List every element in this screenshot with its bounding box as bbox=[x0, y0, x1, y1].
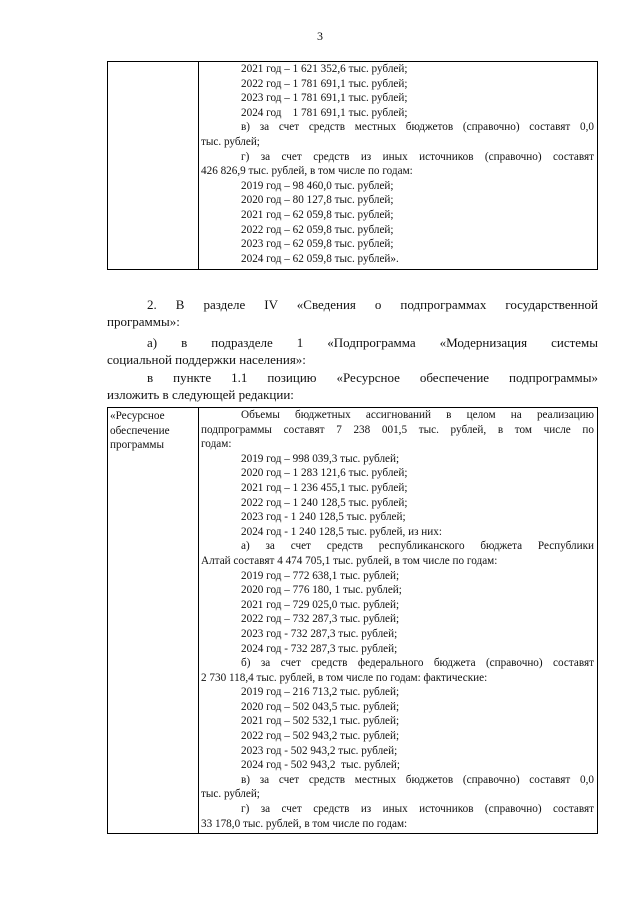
table-main-line: 2019 год – 772 638,1 тыс. рублей; bbox=[241, 569, 400, 582]
paragraph-a-line-2: социальной поддержки населения»: bbox=[107, 352, 306, 367]
table-top-line: 2022 год – 1 781 691,1 тыс. рублей; bbox=[241, 77, 408, 90]
page-number: 3 bbox=[317, 29, 323, 43]
table-top-line: г) за счет средств из иных источников (справочно) составят bbox=[241, 150, 594, 163]
table-main-label-cell bbox=[108, 408, 199, 834]
table-main-line: 2022 год – 732 287,3 тыс. рублей; bbox=[241, 613, 400, 626]
table-top-line: 2020 год – 80 127,8 тыс. рублей; bbox=[241, 194, 394, 207]
resource-table-top bbox=[107, 61, 598, 270]
paragraph-item bbox=[107, 369, 598, 403]
table-main-line: тыс. рублей; bbox=[201, 788, 260, 801]
table-main-line: 2019 год – 998 039,3 тыс. рублей; bbox=[241, 452, 400, 465]
table-main-line: 2023 год - 1 240 128,5 тыс. рублей; bbox=[241, 511, 406, 524]
table-main-line: 2023 год - 502 943,2 тыс. рублей; bbox=[241, 744, 398, 757]
table-main-line: 2022 год – 502 943,2 тыс. рублей; bbox=[241, 730, 400, 743]
table-main-line: 2023 год - 732 287,3 тыс. рублей; bbox=[241, 627, 398, 640]
table-top-content-cell bbox=[199, 62, 598, 270]
table-top-empty-cell bbox=[108, 62, 199, 270]
table-main-line: 2021 год – 1 236 455,1 тыс. рублей; bbox=[241, 481, 408, 494]
paragraph-item-line-1: в пункте 1.1 позицию «Ресурсное обеспечение подпрограммы» bbox=[147, 370, 598, 385]
table-main-content-cell bbox=[199, 408, 598, 834]
table-top-line: 2023 год – 62 059,8 тыс. рублей; bbox=[241, 238, 394, 251]
resource-table-main bbox=[107, 407, 598, 834]
table-main-line: Алтай составят 4 474 705,1 тыс. рублей, в том числе по годам: bbox=[201, 554, 498, 567]
table-top-line: 2021 год – 1 621 352,6 тыс. рублей; bbox=[241, 63, 408, 75]
table-main-line: 2021 год – 502 532,1 тыс. рублей; bbox=[241, 715, 400, 728]
paragraph-2 bbox=[107, 296, 598, 330]
table-main-line: 2021 год – 729 025,0 тыс. рублей; bbox=[241, 598, 400, 611]
paragraph-a-line-1: а) в подразделе 1 «Подпрограмма «Модернизация системы bbox=[147, 335, 598, 350]
table-top-line: 2019 год – 98 460,0 тыс. рублей; bbox=[241, 179, 394, 192]
table-top-line: 2021 год – 62 059,8 тыс. рублей; bbox=[241, 208, 394, 221]
table-main-line: в) за счет средств местных бюджетов (справочно) составят 0,0 bbox=[241, 773, 594, 786]
table-main-line: г) за счет средств из иных источников (справочно) составят bbox=[241, 803, 594, 816]
table-main-line: а) за счет средств республиканского бюджета Республики bbox=[241, 540, 594, 553]
table-main-line: 2020 год – 502 043,5 тыс. рублей; bbox=[241, 700, 400, 713]
table-main-line: 33 178,0 тыс. рублей, в том числе по годам: bbox=[201, 817, 408, 830]
table-main-line: 2024 год - 1 240 128,5 тыс. рублей, из них: bbox=[241, 525, 442, 538]
table-main-line: 2024 год - 502 943,2 тыс. рублей; bbox=[241, 759, 401, 772]
table-main-line: годам: bbox=[201, 438, 232, 451]
table-main-line: Объемы бюджетных ассигнований в целом на реализацию bbox=[241, 409, 594, 421]
table-top-line: в) за счет средств местных бюджетов (справочно) составят 0,0 bbox=[241, 121, 594, 134]
table-main-line: 2019 год – 216 713,2 тыс. рублей; bbox=[241, 686, 400, 699]
table-top-line: тыс. рублей; bbox=[201, 135, 260, 148]
table-main-line: 2 730 118,4 тыс. рублей, в том числе по годам: фактические: bbox=[201, 671, 488, 684]
table-top-line: 2024 год 1 781 691,1 тыс. рублей; bbox=[241, 106, 408, 119]
table-main-line: 2020 год – 1 283 121,6 тыс. рублей; bbox=[241, 467, 408, 480]
table-main-line: 2022 год – 1 240 128,5 тыс. рублей; bbox=[241, 496, 408, 509]
table-top-line: 2023 год – 1 781 691,1 тыс. рублей; bbox=[241, 92, 408, 105]
table-main-line: б) за счет средств федерального бюджета (справочно) составят bbox=[241, 657, 594, 670]
table-top-line: 2024 год – 62 059,8 тыс. рублей». bbox=[241, 252, 399, 265]
paragraph-item-line-2: изложить в следующей редакции: bbox=[107, 387, 294, 402]
table-top-line: 2022 год – 62 059,8 тыс. рублей; bbox=[241, 223, 394, 236]
paragraph-2-line-1: 2. В разделе IV «Сведения о подпрограммах государственной bbox=[147, 297, 598, 312]
paragraph-2-line-2: программы»: bbox=[107, 314, 180, 329]
table-main-line: 2024 год - 732 287,3 тыс. рублей; bbox=[241, 642, 398, 655]
table-main-line: подпрограммы составят 7 238 001,5 тыс. рублей, в том числе по bbox=[201, 423, 594, 436]
table-main-line: 2020 год – 776 180, 1 тыс. рублей; bbox=[241, 584, 402, 597]
table-top-line: 426 826,9 тыс. рублей, в том числе по годам: bbox=[201, 165, 413, 178]
table-main-label: «Ресурсное обеспечение программы bbox=[110, 410, 170, 452]
paragraph-a bbox=[107, 334, 598, 368]
